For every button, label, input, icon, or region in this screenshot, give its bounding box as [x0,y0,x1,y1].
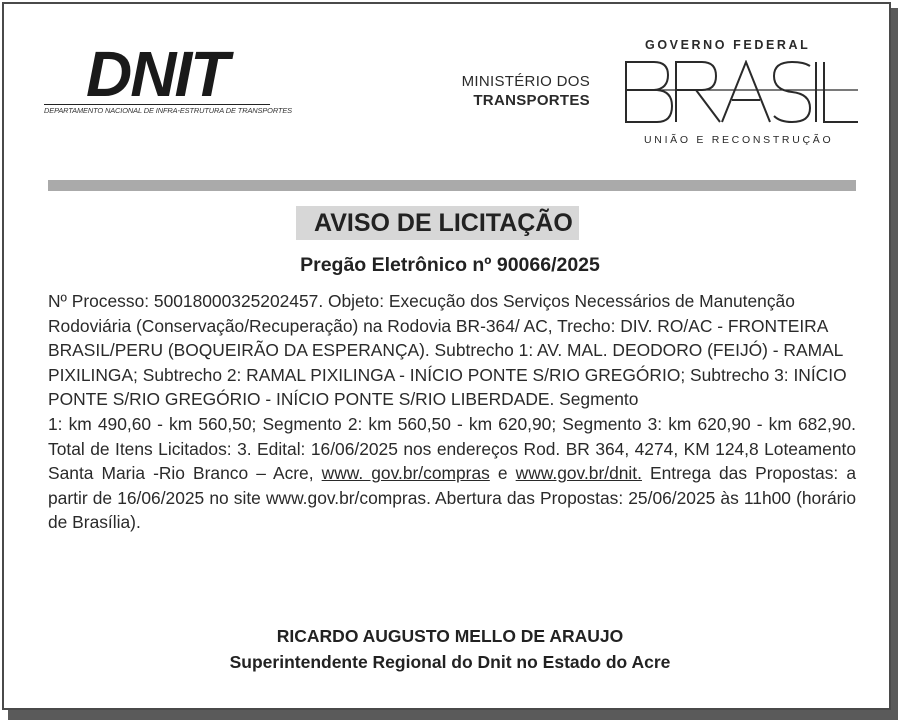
dnit-logo-word: DNIT [86,38,228,110]
compras-link[interactable]: www. gov.br/compras [321,463,490,484]
signatory-name: RICARDO AUGUSTO MELLO DE ARAUJO [276,626,624,646]
notice-paragraph-1: Nº Processo: 50018000325202457. Objeto: Execução dos Serviços Necessários de Manutenção Rodoviária (Conservação/Recuperação) na Rodovia BR-364/ AC, Trecho: DIV. RO/AC - FRONTEIRA BRASIL/PERU (BOQUEIRÃO DA ESPERANÇA). Subtrecho 1: AV. MAL. DEODORO (FEIJÓ) - RAMAL PIXILINGA; Subtrecho 2: RAMAL PIXILINGA - INÍCIO PONTE S/RIO GREGÓRIO; Subtrecho 3: INÍCIO PONTE S/RIO GREGÓRIO - INÍCIO PONTE S/RIO LIBERDADE. Segmento [48,291,847,410]
link-connector: e [497,463,508,484]
uniao-reconstrucao-label: UNIÃO E RECONSTRUÇÃO [644,134,834,146]
ministerio-line2: TRANSPORTES [473,92,590,109]
notice-paragraph-2-start: 1: km 490,60 - km 560,50; Segmento 2: km 560,50 - km 620,90; Segmento 3: km 620,90 - km 682,90. Total de Itens Licitados: 3. Edital: 16/06/2025 nos endereços Rod. BR 364, 4274, KM 124,8 Loteamento Santa Maria -Rio Branco – Acre, [48,413,856,484]
governo-federal-label: GOVERNO FEDERAL [645,38,811,52]
dnit-link[interactable]: www.gov.br/dnit. [515,463,642,484]
notice-body [48,289,856,535]
notice-paragraph-2-end: Entrega das Propostas: a partir de 16/06/2025 no site www.gov.br/compras. Abertura das Propostas: 25/06/2025 às 11h00 (horário de Brasília). [48,463,856,533]
dnit-logo-subtitle: DEPARTAMENTO NACIONAL DE INFRA-ESTRUTURA DE TRANSPORTES [44,106,293,115]
header-divider [48,180,856,191]
ministerio-label [440,72,590,110]
notice-paragraph-2 [48,412,856,535]
ministerio-line1: MINISTÉRIO DOS [461,73,590,90]
notice-title: AVISO DE LICITAÇÃO [296,206,579,240]
notice-title-wrap [296,206,579,240]
signatory-role: Superintendente Regional do Dnit no Estado do Acre [229,652,671,672]
brasil-wordmark-logo [624,60,860,124]
notice-subtitle: Pregão Eletrônico nº 90066/2025 [300,254,600,276]
dnit-logo [40,38,293,115]
